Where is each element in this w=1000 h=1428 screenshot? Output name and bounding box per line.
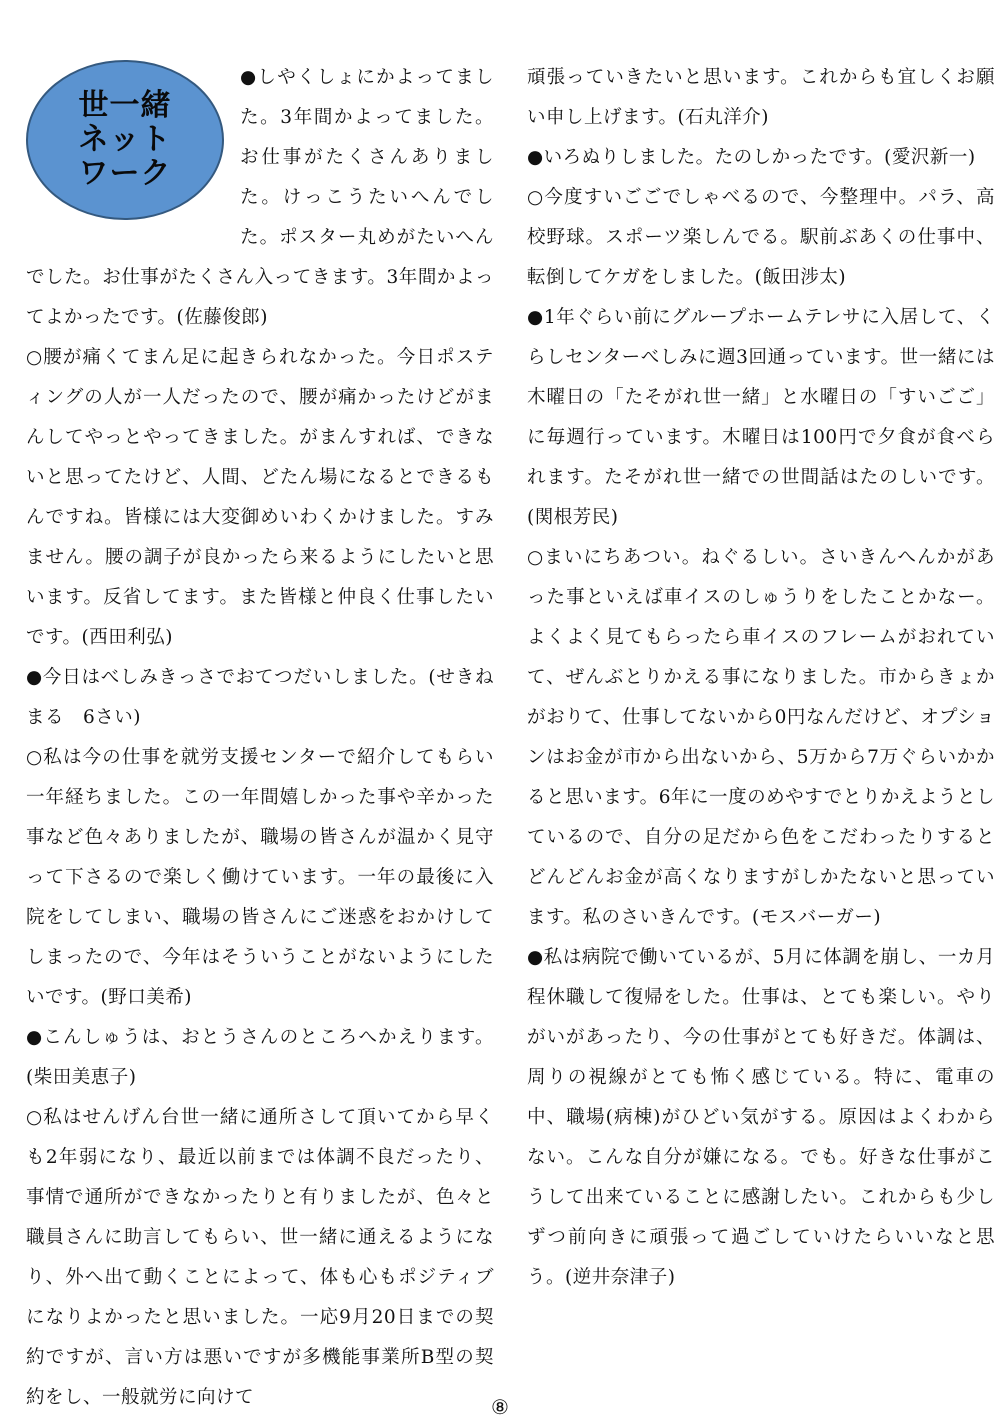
entry-ishimaru-part2: 頑張っていきたいと思います。これからも宜しくお願い申し上げます。(石丸洋介): [527, 67, 995, 128]
entry-sekine-maru: ●今日はべしみきっさでおてつだいしました。(せきねまる 6さい): [26, 667, 494, 728]
entry-shibata: ●こんしゅうは、おとうさんのところへかえります。(柴田美恵子): [26, 1027, 494, 1088]
badge-line-2: ネット: [78, 122, 172, 157]
entry-ishimaru-part1: ○私はせんげん台世一緒に通所さして頂いてから早くも2年弱になり、最近以前までは体調不良だったり、事情で通所ができなかったりと有りましたが、色々と職員さんに助言してもらい、世一緒に通えるようになり、外へ出て動くことによって、体も心もポジティブになりよかったと思いました。一応9月20日までの契約ですが、言い方は悪いですが多機能事業所B型の契約をし、一般就労に向けて: [26, 1107, 494, 1408]
entry-mos-burger: ○まいにちあつい。ねぐるしい。さいきんへんかがあった事といえば車イスのしゅうりをしたことかなー。よくよく見てもらったら車イスのフレームがおれていて、ぜんぶとりかえる事になりました。市からきょかがおりて、仕事してないから0円なんだけど、オプションはお金が市から出ないから、5万から7万ぐらいかかると思います。6年に一度のめやすでとりかえようとしているので、自分の足だから色をこだわったりするとどんどんお金が高くなりますがしかたないと思っています。私のさいきんです。(モスバーガー): [527, 547, 995, 928]
left-column: [26, 58, 494, 1418]
entry-sakai: ●私は病院で働いているが、5月に体調を崩し、一カ月程休職して復帰をした。仕事は、とても楽しい。やりがいがあったり、今の仕事がとても好きだ。体調は、周りの視線がとても怖く感じている。特に、電車の中、職場(病棟)がひどい気がする。原因はよくわからない。こんな自分が嫌になる。でも。好きな仕事がこうして出来ていることに感謝したい。これからも少しずつ前向きに頑張って過ごしていけたらいいなと思う。(逆井奈津子): [527, 947, 995, 1288]
entry-aizawa: ●いろぬりしました。たのしかったです。(愛沢新一): [527, 147, 976, 168]
entry-iida: ○今度すいごごでしゃべるので、今整理中。パラ、高校野球。スポーツ楽しんでる。駅前ぶあくの仕事中、転倒してケガをしました。(飯田涉太): [527, 187, 995, 288]
entry-sekine-yoshitami: ●1年ぐらい前にグループホームテレサに入居して、くらしセンターべしみに週3回通っています。世一緒には木曜日の「たそがれ世一緒」と水曜日の「すいごご」に毎週行っています。木曜日は100円で夕食が食べられます。たそがれ世一緒での世間話はたのしいです。(関根芳民): [527, 307, 995, 528]
badge-line-1: 世一緒: [78, 88, 172, 123]
entry-nishida: ○腰が痛くてまん足に起きられなかった。今日ポスティングの人が一人だったので、腰が痛かったけどがまんしてやっとやってきました。がまんすれば、できないと思ってたけど、人間、どたん場になるとできるもんですね。皆様には大変御めいわくかけました。すみません。腰の調子が良かったら来るようにしたいと思います。反省してます。また皆様と仲良く仕事したいです。(西田利弘): [26, 347, 494, 648]
badge-circle: [26, 60, 224, 220]
section-badge: [26, 58, 226, 230]
page-number: ⑧: [491, 1395, 509, 1419]
badge-line-3: ワーク: [78, 156, 172, 191]
right-column: [527, 58, 995, 1298]
entry-noguchi: ○私は今の仕事を就労支援センターで紹介してもらい一年経ちました。この一年間嬉しかった事や辛かった事など色々ありましたが、職場の皆さんが温かく見守って下さるので楽しく働けています。一年の最後に入院をしてしまい、職場の皆さんにご迷惑をおかけしてしまったので、今年はそういうことがないようにしたいです。(野口美希): [26, 747, 494, 1008]
entry-sato: ●しやくしょにかよってました。3年間かよってました。お仕事がたくさんありました。けっこうたいへんでした。ポスター丸めがたいへんでした。お仕事がたくさん入ってきます。3年間かよってよかったです。(佐藤俊郎): [26, 67, 494, 328]
badge-title: [79, 89, 172, 191]
